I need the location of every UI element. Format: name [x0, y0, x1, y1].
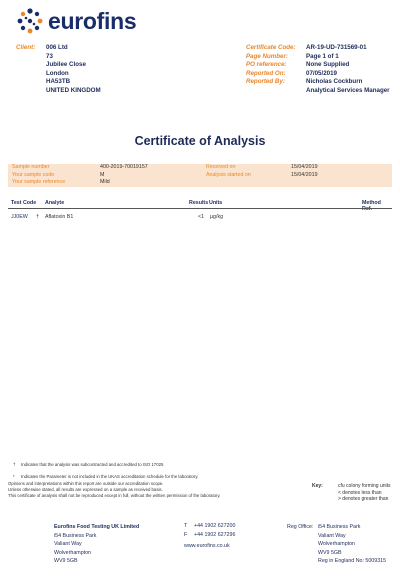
sample-reference-value: Mild [100, 179, 110, 186]
page-number: Page 1 of 1 [306, 52, 339, 60]
client-address [46, 44, 101, 95]
sample-code-label: Your sample code [12, 171, 55, 178]
reporter-title: Analytical Services Manager [306, 86, 390, 94]
col-method: Method Ref. [362, 200, 381, 212]
reg-address-line: i54 Business Park [318, 524, 361, 530]
client-line: UNITED KINGDOM [46, 86, 101, 94]
row-analyte: Aflatoxin B1 [45, 214, 74, 220]
fax: +44 1902 627296 [194, 531, 236, 538]
field-label: Reported On: [246, 69, 286, 77]
reg-office-label: Reg Office: [287, 524, 314, 530]
received-label: Received on [206, 164, 236, 170]
certificate-values [306, 44, 390, 95]
field-label: Reported By: [246, 78, 285, 85]
sample-info-band [8, 164, 392, 187]
dagger-symbol: † [13, 462, 16, 467]
field-label: Page Number: [246, 52, 288, 60]
footnote-dagger [8, 462, 163, 468]
address-line: Valiant Way [54, 541, 82, 547]
key-list [338, 483, 391, 503]
disclaimer-line: This certificate of analysis shall not be reproduced except in full, without the written permission of the laboratory. [8, 493, 221, 498]
sample-code-value: M [100, 171, 105, 178]
reg-number: Reg in England No: 5009315 [318, 558, 387, 564]
row-dagger-mark: † [36, 214, 39, 220]
col-test-code: Test Code [11, 200, 37, 206]
fax-label: F [184, 531, 188, 538]
disclaimer [8, 481, 220, 499]
analysis-started-value: 15/04/2019 [291, 171, 318, 178]
analysis-started-label: Analysis started on [206, 171, 251, 178]
footer-reg-office [318, 523, 386, 566]
page-title: Certificate of Analysis [134, 134, 266, 148]
reported-by: Nicholas Cockburn [306, 78, 363, 85]
key-item: > denotes greater than [338, 496, 389, 503]
sample-reference-label: Your sample reference [12, 179, 66, 186]
brand-name: eurofins [48, 7, 137, 34]
certificate-labels [246, 44, 296, 87]
received-value: 15/04/2019 [291, 164, 318, 170]
row-unit: µg/kg [210, 214, 224, 220]
row-result: <1 [198, 214, 205, 220]
star-note: Indicates the Parameter is not included in the UKAS accreditation schedule for the laboratory. [21, 474, 199, 479]
key-item: cfu colony forming units [338, 483, 391, 489]
client-line: 006 Ltd [46, 44, 68, 51]
eurofins-logo [16, 8, 136, 34]
address-line: WV9 5GB [54, 558, 78, 564]
dagger-note: Indicates that the analysis was subcontracted and accredited to ISO 17025 [21, 462, 164, 467]
client-label: Client: [16, 44, 36, 51]
website-link[interactable]: www.eurofins.co.uk [184, 543, 230, 549]
disclaimer-line: Unless otherwise stated, all results are expressed on a sample as received basis. [8, 487, 163, 492]
company-name: Eurofins Food Testing UK Limited [54, 524, 140, 530]
col-units: Units [209, 200, 223, 206]
col-analyte: Analyte [45, 200, 65, 206]
disclaimer-line: Opinions and interpretations within this report are outside our accreditation scope. [8, 481, 164, 486]
client-line: HA53TB [46, 78, 71, 85]
tel-label: T [184, 523, 188, 529]
dots-logo-icon [16, 8, 44, 34]
key-item: < denotes less than [338, 489, 382, 496]
key-label: Key: [312, 483, 323, 489]
client-line: Jubilee Close [46, 61, 86, 68]
address-line: i54 Business Park [54, 532, 97, 539]
certificate-code: AR-19-UD-731569-01 [306, 44, 367, 51]
reg-address-line: Valiant Way [318, 532, 346, 539]
star-symbol: * [13, 474, 15, 479]
field-label: PO reference: [246, 61, 287, 68]
sample-number-value: 400-2019-70019157 [100, 164, 148, 170]
table-divider [8, 208, 392, 209]
client-line: 73 [46, 52, 53, 60]
footer-contact [184, 522, 235, 551]
reported-on: 07/05/2019 [306, 69, 337, 77]
client-line: London [46, 69, 69, 77]
po-reference: None Supplied [306, 61, 350, 68]
telephone: +44 1902 627200 [194, 523, 236, 529]
reg-address-line: WV9 5GB [318, 549, 342, 556]
sample-number-label: Sample number [12, 164, 50, 170]
col-results: Results [189, 200, 209, 206]
row-test-code: JJ0EW [11, 214, 28, 220]
footer-company [54, 523, 139, 566]
field-label: Certificate Code: [246, 44, 296, 51]
footnote-star [8, 474, 198, 480]
reg-address-line: Wolverhampton [318, 541, 355, 547]
address-line: Wolverhampton [54, 549, 91, 556]
